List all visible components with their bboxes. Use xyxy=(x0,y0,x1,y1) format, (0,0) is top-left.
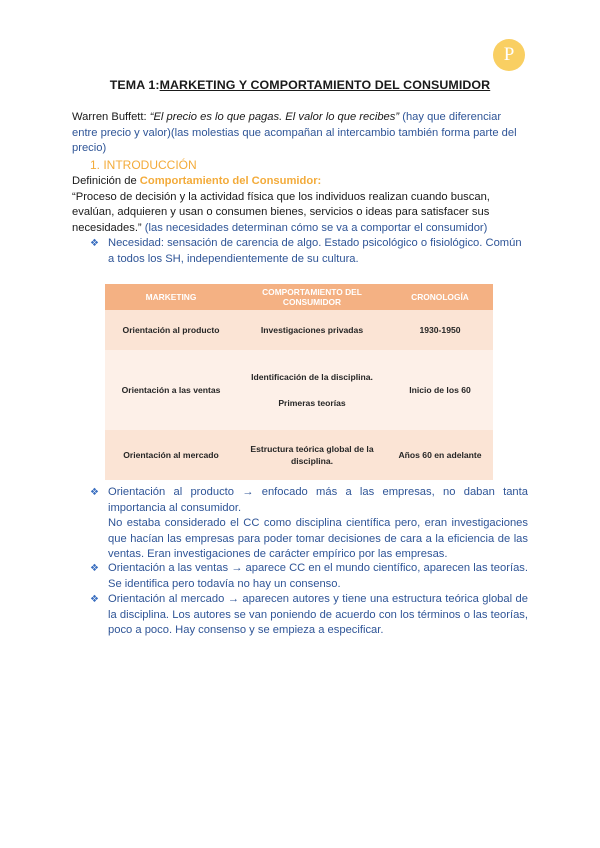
bullet-producto xyxy=(90,485,528,563)
table-header: COMPORTAMIENTO DEL CONSUMIDOR xyxy=(237,284,387,310)
bullet-text xyxy=(108,485,528,563)
section-heading: 1. INTRODUCCIÓN xyxy=(90,158,197,172)
bullet-text: Orientación a las ventas → aparece CC en el mundo científico, aparecen las teorías. Se identifica pero todavía no hay un consenso. xyxy=(108,562,528,590)
definition-paragraph xyxy=(72,174,528,236)
marketing-table xyxy=(105,284,493,480)
diamond-bullet-icon: ❖ xyxy=(90,238,99,249)
table-cell: Inicio de los 60 xyxy=(387,350,493,430)
bullet-text: Orientación al mercado → aparecen autores y tiene una estructura teórica global de la disciplina. Los autores se van poniendo de acuerdo con los términos o las teorías, poco a poco. Hay consenso y se empieza a especificar. xyxy=(108,593,528,636)
quote-text: “El precio es lo que pagas. El valor lo que recibes” xyxy=(149,111,400,123)
definition-label: Definición de xyxy=(72,175,140,187)
title-prefix: TEMA 1: xyxy=(109,78,160,92)
bullet-mercado xyxy=(90,592,528,639)
quote-paragraph xyxy=(72,110,528,157)
table-cell: Investigaciones privadas xyxy=(237,310,387,350)
table-header: MARKETING xyxy=(105,284,237,310)
table-cell: 1930-1950 xyxy=(387,310,493,350)
bullet-head: Orientación al producto → enfocado más a las empresas, no daban tanta importancia al consumidor. xyxy=(108,486,528,514)
need-bullet xyxy=(90,236,528,267)
need-bullet-text: Necesidad: sensación de carencia de algo. Estado psicológico o fisiológico. Común a todos los SH, independientemente de su cultura. xyxy=(108,237,522,265)
quote-note: (hay que diferenciar entre precio y valor)(las molestias que acompañan al intercambio también forma parte del precio) xyxy=(72,111,517,154)
diamond-bullet-icon: ❖ xyxy=(90,563,99,574)
table-cell xyxy=(237,350,387,430)
quote-author: Warren Buffett: xyxy=(72,111,150,123)
definition-note: (las necesidades determinan cómo se va a comportar el consumidor) xyxy=(141,221,488,234)
table-cell: Orientación al producto xyxy=(105,310,237,350)
logo-badge-icon: P xyxy=(493,39,525,71)
title-underlined: MARKETING Y COMPORTAMIENTO DEL CONSUMIDOR xyxy=(159,78,491,92)
table-cell-line: Identificación de la disciplina. xyxy=(251,372,373,382)
bullet-ventas xyxy=(90,561,528,592)
table-cell: Orientación al mercado xyxy=(105,430,237,480)
table-cell-line: Primeras teorías xyxy=(278,398,346,408)
diamond-bullet-icon: ❖ xyxy=(90,594,99,605)
table-cell: Orientación a las ventas xyxy=(105,350,237,430)
table-cell: Estructura teórica global de la disciplina. xyxy=(237,430,387,480)
definition-term: Comportamiento del Consumidor: xyxy=(139,175,322,187)
table-row xyxy=(105,430,493,480)
table-header-row xyxy=(105,284,493,310)
table-cell: Años 60 en adelante xyxy=(387,430,493,480)
bullet-body: No estaba considerado el CC como disciplina científica pero, eran investigaciones que hacían las empresas para poder tomar decisiones de cara a la eficiencia de las ventas. Eran investigaciones de carácter empírico por las empresas. xyxy=(108,517,528,560)
table-row xyxy=(105,310,493,350)
table-header: CRONOLOGÍA xyxy=(387,284,493,310)
page-title xyxy=(0,78,600,92)
definition-text: “Proceso de decisión y la actividad física que los individuos realizan cuando buscan, evalúan, adquieren y usan o consumen bienes, servicios o ideas para satisfacer sus necesidades.” xyxy=(72,190,490,234)
table-row xyxy=(105,350,493,430)
diamond-bullet-icon: ❖ xyxy=(90,487,99,498)
